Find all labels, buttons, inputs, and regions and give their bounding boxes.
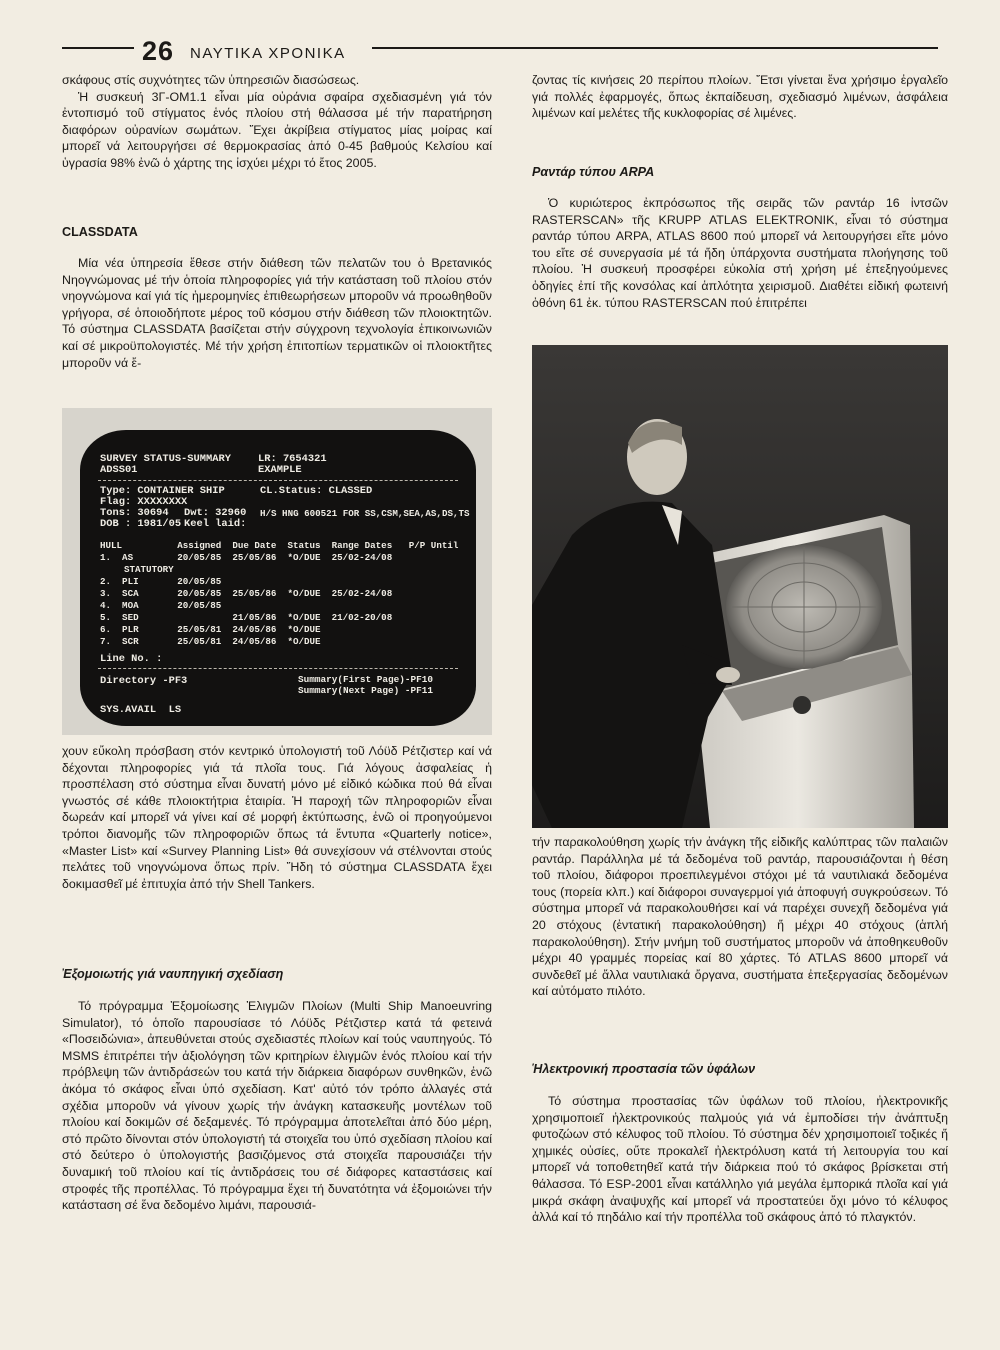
screen-statutory-label: STATUTORY xyxy=(124,564,174,575)
intro-paragraph: Ἡ συσκευή 3Γ-ΟΜ1.1 εἶναι μία οὐράνια σφαίρα σχεδιασμένη γιά τόν ἐντοπισμό τοῦ στίγματος ἑνός πλοίου στή θάλασσα μέ τήν παρατήρηση διαφόρων οὐρανίων σωμάτων. Ἔχει ἀκρίβεια στίγματος μίας μοίρας καί μπορεῖ νά λειτουργήσει σέ θερμοκρασίας ἀπό 0-45 βαθμούς Κελσίου καί ὑγρασία 98% ἐνῶ ὁ χάρτης της ἰσχύει μέχρι τό ἔτος 2005. xyxy=(62,89,492,170)
radar-text xyxy=(532,195,948,311)
screen-lr-number: LR: 7654321 xyxy=(258,453,327,465)
classdata-heading: CLASSDATA xyxy=(62,225,138,239)
radar-paragraph-2: τήν παρακολούθηση χωρίς τήν ἀνάγκη τῆς εἰδικῆς καλύπτρας τῶν παλαιῶν ραντάρ. Παράλληλα μέ τά δεδομένα τοῦ ραντάρ, παρουσιάζονται ἡ θέση τοῦ πλοίου, διάφοροι προεπιλεγμένοι στόχοι μέ τά ναυτιλιακά δεδομένα τους (πορεία κλπ.) καί διάφοροι συναγερμοί γιά ἀποφυγή συγκρούσεων. Τό σύστημα μπορεῖ νά παρακολουθήσει καί νά παρέχει συνεχῆ δεδομένα γιά 20 στόχους (ἐντατική παρακολούθηση) ἤ μέχρι 40 στόχους (ἁπλή παρακολούθηση). Στήν μνήμη τοῦ συστήματος μποροῦν νά ἀποθηκευθοῦν μέχρι 40 γραμμές πορείας καί 80 χάρτες. Τό ATLAS 8600 μπορεῖ νά συνδεθεῖ μέ ἄλλα ναυτιλιακά ὄργανα, συστήματα ἐπεξεργασίας δεδομένων καί αὐτόματο πιλότο. xyxy=(532,835,948,999)
terminal-photo xyxy=(62,408,492,735)
magazine-title: ΝΑΥΤΙΚΑ ΧΡΟΝΙΚΑ xyxy=(190,45,346,62)
simulator-text xyxy=(62,998,492,1214)
classdata-paragraph-1: Μία νέα ὑπηρεσία ἔθεσε στήν διάθεση τῶν πελατῶν του ὁ Βρετανικός Νηογνώμονας μέ τήν ὁποία πληροφορίες γιά τήν κατάσταση τοῦ πλοίου στόν νηογνώμονα καί γιά τίς ἡμερομηνίες ἐπιθεωρήσεων μποροῦν νά προωθηθοῦν γρήγορα, σέ ὁποιοδήποτε μέρος τοῦ κόσμου στήν διάθεση τῶν πλοιοκτητῶν. Τό σύστημα CLASSDATA βασίζεται στήν σύγχρονη τεχνολογία ἐπικοινωνιῶν καί σέ μικροϋπολογιστές. Μέ τήν χρήση ἐπιτοπίων τερματικῶν οἱ πλοιοκτῆτες μποροῦν νά ἔ- xyxy=(62,256,492,370)
screen-title: SURVEY STATUS-SUMMARY xyxy=(100,453,231,465)
radar-heading: Ραντάρ τύπου ARPA xyxy=(532,165,655,179)
screen-divider xyxy=(98,480,458,481)
header-rule-left xyxy=(62,47,134,49)
hull-protection-text xyxy=(532,1093,948,1226)
radar-console-photo xyxy=(532,345,948,828)
screen-keel: Keel laid: xyxy=(184,518,247,530)
screen-row: 7. SCR 25/05/81 24/05/86 *O/DUE xyxy=(100,636,321,647)
screen-dob: DOB : 1981/05 xyxy=(100,518,182,530)
screen-lr-name: EXAMPLE xyxy=(258,464,302,476)
screen-hs-line: H/S HNG 600521 FOR SS,CSM,SEA,AS,DS,TS xyxy=(260,508,470,519)
screen-directory: Directory -PF3 xyxy=(100,675,188,687)
screen-hull-row: 1. AS 20/05/85 25/05/86 *O/DUE 25/02-24/08 xyxy=(100,552,393,563)
screen-line-no: Line No. : xyxy=(100,653,163,665)
classdata-text-continued xyxy=(62,743,492,892)
screen-row: 3. SCA 20/05/85 25/05/86 *O/DUE 25/02-24/08 xyxy=(100,588,393,599)
screen-type: Type: CONTAINER SHIP xyxy=(100,485,225,497)
screen-divider xyxy=(98,668,458,669)
hull-protection-paragraph: Τό σύστημα προστασίας τῶν ὑφάλων τοῦ πλοίου, ἠλεκτρονικῆς χρησιμοποιεῖ ἠλεκτρονικούς παλμούς γιά νά ἐμποδίσει τήν ἀνάπτυξη φυτοζώων στό κέλυφος τοῦ πλοίου. Τό σύστημα δέν χρησιμοποιεῖ τοξικές ἤ χημικές οὐσίες, οὔτε προκαλεῖ ἠλεκτρόλυση κατά τή λειτουργία του καί μπορεῖ νά τοποθετηθεῖ κατά τήν διάρκεια πού τό σκάφος βρίσκεται στή θάλασσα. Τό ESP-2001 εἶναι κατάλληλο γιά μεγάλα ἐμπορικά πλοῖα καί γιά μικρά σκάφη ἀναψυχῆς καί μπορεῖ νά προστατεύει ὄχι μόνο τό κέλυφος ἀλλά καί τό πηδάλιο καί τήν προπέλλα τοῦ σκάφους ἀπό τό πλαγκτόν. xyxy=(532,1094,948,1225)
screen-flag: Flag: XXXXXXXX xyxy=(100,496,188,508)
terminal-screen xyxy=(80,430,476,726)
screen-dwt: Dwt: 32960 xyxy=(184,507,247,519)
radar-paragraph-1: Ὁ κυριώτερος ἐκπρόσωπος τῆς σειρᾶς τῶν ραντάρ 16 ἰντσῶν RASTERSCAN» τῆς KRUPP ATLAS ELEKTRONIK, εἶναι τό σύστημα ραντάρ τύπου ARPA, ATLAS 8600 πού μπορεῖ νά λειτουργήσει εἴτε μόνο του εἴτε σέ συνεργασία μέ τά ἤδη ὑπάρχοντα συστήματα πλοήγησης τοῦ πλοίου. Ἡ συσκευή προσφέρει εὐκολία στή χρήση μέ ἐπεξηγούμενες ὁδηγίες ἐπί τῆς κονσόλας καί ἁπλότητα χειρισμοῦ. Διαθέτει εἰδική φωτεινή ὀθόνη 61 ἐκ. τύπου RASTERSCAN πού ἐπιτρέπει xyxy=(532,196,948,310)
radar-photo-illustration xyxy=(532,345,948,828)
screen-row: 6. PLR 25/05/81 24/05/86 *O/DUE xyxy=(100,624,321,635)
simulator-heading: Ἐξομοιωτής γιά ναυπηγική σχεδίαση xyxy=(62,967,284,981)
left-intro xyxy=(62,72,492,172)
screen-code: ADSS01 xyxy=(100,464,138,476)
right-top-paragraph: ζοντας τίς κινήσεις 20 περίπου πλοίων. Ἔτσι γίνεται ἕνα χρήσιμο ἐργαλεῖο γιά πολλές ἐφαρμογές, ὅπως ἐκπαίδευση, σχεδιασμό λιμένων, ἀσφάλεια λιμένων καί μελέτες τῆς κυκλοφορίας σέ λιμένες. xyxy=(532,73,948,121)
screen-row: 2. PLI 20/05/85 xyxy=(100,576,222,587)
screen-column-headers: HULL Assigned Due Date Status Range Dates P/P Until xyxy=(100,540,459,551)
screen-sys-avail: SYS.AVAIL LS xyxy=(100,704,182,716)
classdata-paragraph-2: χουν εὔκολη πρόσβαση στόν κεντρικό ὑπολογιστή τοῦ Λόϋδ Ρέτζιστερ καί νά δέχονται πληροφορίες γιά τά πλοῖα τους. Γιά λόγους ἀσφαλείας ἡ προσπέλαση στό σύστημα εἶναι δυνατή μόνο μέ εἰδικό κώδικα πού θά εἶναι γνωστός σέ κάθε πλοιοκτήτρια ἑταιρία. Ἡ παροχή τῶν πληροφοριῶν εἶναι δωρεάν καί μπορεῖ νά γίνει καί σέ μορφή ἐκτύπωσης, ἐνῶ οἱ προηγούμενοι τρόποι διανομῆς τῶν πληροφοριῶν ὅπως τά ἔντυπα «Quarterly notice», «Master List» καί «Survey Planning List» θά συνεχίσουν νά στέλνονται στούς πελάτες τοῦ νηογνώμονα ὅπως πρίν. Ἤδη τό σύστημα CLASSDATA ἔχει δοκιμασθεῖ μέ ἐπιτυχία ἀπό τήν Shell Tankers. xyxy=(62,744,492,891)
intro-line: σκάφους στίς συχνότητες τῶν ὑπηρεσιῶν διασώσεως. xyxy=(62,73,360,87)
screen-class-status: CL.Status: CLASSED xyxy=(260,485,373,497)
screen-row: 5. SED 21/05/86 *O/DUE 21/02-20/08 xyxy=(100,612,393,623)
radar-text-continued xyxy=(532,834,948,1000)
classdata-text xyxy=(62,255,492,371)
hull-protection-heading: Ἡλεκτρονική προστασία τῶν ὑφάλων xyxy=(532,1062,756,1076)
right-top-text xyxy=(532,72,948,122)
page-number: 26 xyxy=(142,36,175,66)
simulator-paragraph: Τό πρόγραμμα Ἐξομοίωσης Ἑλιγμῶν Πλοίων (Multi Ship Manoeuvring Simulator), τό ὁποῖο παρουσίασε τό Λόϋδς Ρέτζιστερ κατά τά φετεινά «Ποσειδώνια», ἀπευθύνεται στούς σχεδιαστές πλοίων καί τούς ναυπηγούς. Τό MSMS ἐπιτρέπει τήν ἀξιολόγηση τῶν κριτηρίων ἑλιγμῶν ἑνός πλοίου καί τήν πρόβλεψη τῶν ἀντιδράσεών του κατά τήν διάρκεια διαφόρων συνθηκῶν, ἐνῶ ἀκόμα τό σκάφος εἶναι ὑπό σχεδίαση. Κατ' αὐτό τόν τρόπο ἀλλαγές στά σχέδια μποροῦν νά γίνουν χωρίς τήν ἀνάγκη κατασκευῆς μοντέλων τοῦ πλοίου καί δοκιμῶν σέ δεξαμενές. Τό πρόγραμμα ἀποτελεῖται ἀπό δύο μέρη, στό πρῶτο δίνονται στόν ὑπολογιστή τά στοιχεῖα του ὑπό σχεδίαση πλοίου καί στό δεύτερο ὁ ὑπολογιστής βασιζόμενος στά στοιχεῖα παρουσιάζει τήν δυναμική τοῦ πλοίου καί τίς ἀντιδράσεις του σέ διάφορες καταστάσεις καί στροφές τῆς προπέλλας. Τό πρόγραμμα ἔχει τή δυνατότητα νά ἐξομοιώνει τήν κατάσταση σέ ἕνα δεδομένο λιμάνι, παρουσιά- xyxy=(62,999,492,1213)
header-rule-right xyxy=(372,47,938,49)
screen-summary-next: Summary(Next Page) -PF11 xyxy=(298,685,434,696)
screen-summary-first: Summary(First Page)-PF10 xyxy=(298,674,434,685)
screen-tons: Tons: 30694 xyxy=(100,507,169,519)
screen-row: 4. MOA 20/05/85 xyxy=(100,600,222,611)
